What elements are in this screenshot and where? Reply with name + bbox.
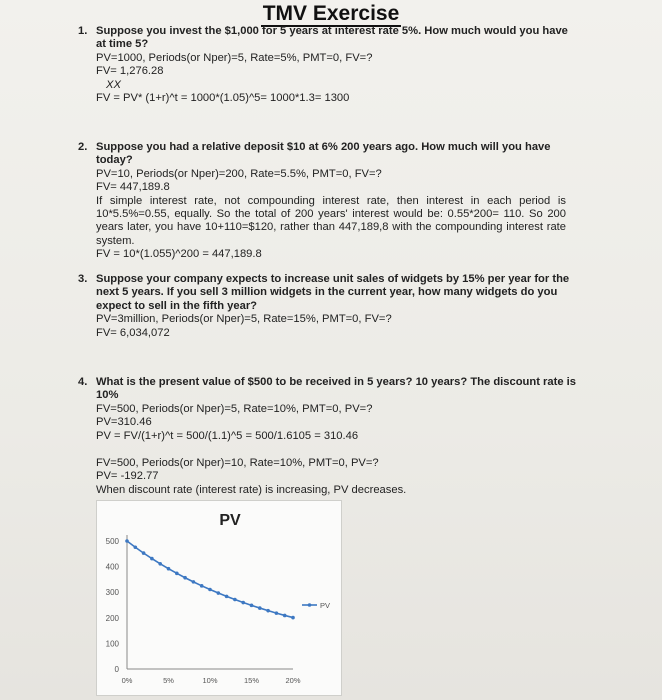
pv-data-point — [275, 611, 279, 615]
pv-data-point — [142, 551, 146, 555]
answer-line: FV= 1,276.28 — [96, 65, 164, 78]
question-number: 2. — [78, 141, 88, 153]
answer-line: FV = PV* (1+r)^t = 1000*(1.05)^5= 1000*1.3= 1300 — [96, 92, 350, 105]
pv-data-point — [241, 601, 245, 605]
pv-data-point — [150, 557, 154, 561]
page-title: TMV Exercise — [262, 2, 400, 25]
pv-data-point — [134, 545, 138, 549]
pv-data-point — [258, 606, 262, 610]
legend-label: PV — [320, 601, 331, 610]
answer-line: FV = 10*(1.055)^200 = 447,189.8 — [96, 248, 262, 261]
x-tick-label: 20% — [285, 676, 301, 685]
pv-data-point — [167, 567, 171, 571]
question-number: 1. — [78, 25, 88, 37]
pv-data-point — [283, 614, 287, 618]
pv-chart — [96, 500, 342, 696]
pv-data-point — [183, 576, 187, 580]
x-tick-label: 10% — [202, 676, 218, 685]
y-tick-label: 200 — [105, 613, 119, 623]
question-2 — [78, 141, 578, 262]
y-tick-label: 100 — [105, 639, 119, 649]
explanation-paragraph: If simple interest rate, not compounding interest rate, then interest in each period is 10*5.5%=0.55, equally. So the total of 200 years' interest would be: 0.55*200= 110. So 200 years later, you have 10+110=$120, rather than 447,189,8 with the compounding interest rate system. — [96, 194, 566, 247]
pv-data-point — [291, 616, 295, 620]
pv-data-point — [225, 595, 229, 599]
answer-line: FV=500, Periods(or Nper)=10, Rate=10%, PMT=0, PV=? — [96, 457, 379, 470]
pv-data-point — [158, 562, 162, 566]
pv-data-point — [250, 604, 254, 608]
question-number: 4. — [78, 376, 88, 388]
x-tick-label: 5% — [163, 676, 174, 685]
question-4 — [78, 376, 578, 497]
pv-data-point — [200, 584, 204, 588]
answer-line: PV=3million, Periods(or Nper)=5, Rate=15%, PMT=0, FV=? — [96, 313, 392, 326]
question-text: Suppose you had a relative deposit $10 at 6% 200 years ago. How much will you have today? — [96, 141, 551, 167]
answer-line: PV=10, Periods(or Nper)=200, Rate=5.5%, PMT=0, FV=? — [96, 167, 382, 180]
answer-line: When discount rate (interest rate) is increasing, PV decreases. — [96, 483, 407, 496]
x-tick-label: 15% — [243, 676, 260, 685]
handwritten-note: XX — [106, 78, 121, 91]
legend-marker — [308, 603, 312, 607]
question-number: 3. — [78, 273, 88, 285]
pv-data-point — [266, 609, 270, 613]
pv-data-point — [125, 539, 129, 543]
answer-line: PV=310.46 — [96, 416, 152, 429]
pv-data-point — [192, 580, 196, 584]
question-text: What is the present value of $500 to be received in 5 years? 10 years? The discount rate is 10% — [96, 376, 577, 402]
chart-title: PV — [219, 512, 241, 529]
pv-data-point — [175, 572, 179, 576]
question-3 — [78, 273, 578, 340]
question-1 — [78, 25, 578, 105]
pv-data-point — [233, 598, 237, 602]
x-tick-label: 0% — [121, 676, 133, 685]
answer-line: FV=500, Periods(or Nper)=5, Rate=10%, PMT=0, PV=? — [96, 402, 373, 415]
pv-data-point — [208, 588, 212, 592]
question-text: Suppose your company expects to increase unit sales of widgets by 15% per year for the next 5 years. If you sell 3 million widgets in the current year, how many widgets do you expect to sell in the fifth year? — [96, 273, 570, 312]
answer-line: PV = FV/(1+r)^t = 500/(1.1)^5 = 500/1.6105 = 310.46 — [96, 429, 359, 442]
answer-line: PV=1000, Periods(or Nper)=5, Rate=5%, PMT=0, FV=? — [96, 51, 373, 64]
answer-line: FV= 6,034,072 — [96, 326, 170, 339]
y-tick-label: 300 — [105, 588, 119, 598]
pv-chart-svg — [97, 501, 341, 695]
y-tick-label: 500 — [105, 537, 119, 546]
answer-line: FV= 447,189.8 — [96, 181, 170, 194]
pv-data-point — [217, 591, 221, 595]
y-tick-label: 400 — [105, 562, 119, 572]
y-tick-label: 0 — [114, 665, 119, 674]
pv-series-line — [127, 541, 293, 618]
question-text: Suppose you invest the $1,000 for 5 years at interest rate 5%. How much would you have at time 5? — [96, 25, 568, 51]
answer-line: PV= -192.77 — [96, 470, 159, 483]
